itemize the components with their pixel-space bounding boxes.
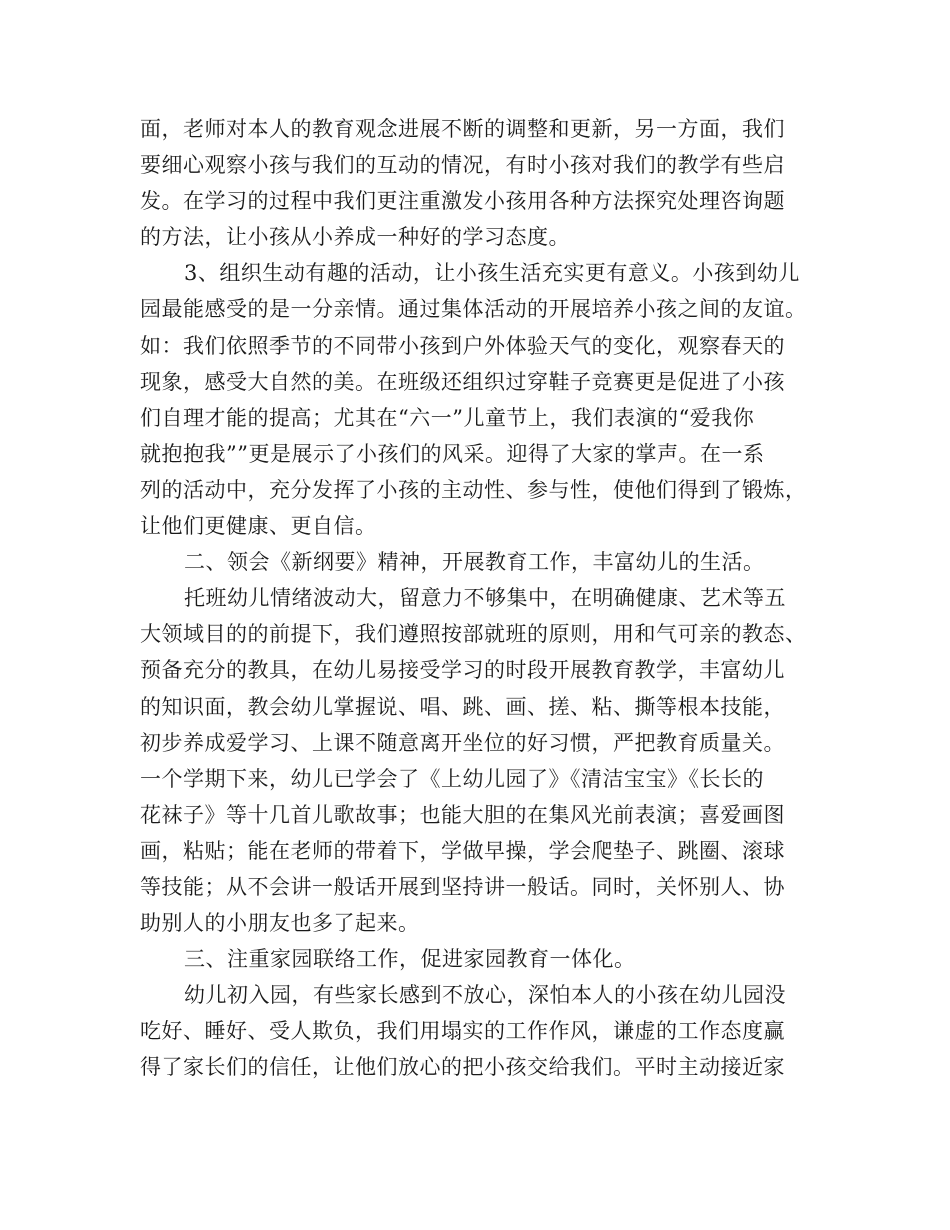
text-line: 的方法，让小孩从小养成一种好的学习态度。 — [140, 225, 570, 250]
section-heading: 二、领会《新纲要》精神，开展教育工作，丰富幼儿的生活。 — [184, 550, 765, 575]
text-line: 得了家长们的信任，让他们放心的把小孩交给我们。平时主动接近家 — [140, 1055, 785, 1080]
text-line: 发。在学习的过程中我们更注重激发小孩用各种方法探究处理咨询题 — [140, 189, 785, 214]
text-line: 现象，感受大自然的美。在班级还组织过穿鞋子竞赛更是促进了小孩 — [140, 369, 785, 394]
text-line: 如：我们依照季节的不同带小孩到户外体验天气的变化，观察春天的 — [140, 333, 785, 358]
document-body — [140, 111, 830, 1086]
text-line: 们自理才能的提高；尤其在“六一”儿童节上，我们表演的“爱我你 — [140, 405, 755, 430]
text-line: 要细心观察小孩与我们的互动的情况，有时小孩对我们的教学有些启 — [140, 153, 785, 178]
paragraph-start-line: 幼儿初入园，有些家长感到不放心，深怕本人的小孩在幼儿园没 — [184, 983, 786, 1008]
text-line: 吃好、睡好、受人欺负，我们用塌实的工作作风，谦虚的工作态度赢 — [140, 1019, 785, 1044]
text-line: 花袜子》等十几首儿歌故事；也能大胆的在集风光前表演；喜爱画图 — [140, 802, 785, 827]
text-line: 的知识面，教会幼儿掌握说、唱、跳、画、搓、粘、撕等根本技能， — [140, 694, 785, 719]
text-line: 园最能感受的是一分亲情。通过集体活动的开展培养小孩之间的友谊。 — [140, 297, 807, 322]
section-heading: 三、注重家园联络工作，促进家园教育一体化。 — [184, 947, 636, 972]
paragraph-start-line: 3、组织生动有趣的活动，让小孩生活充实更有意义。小孩到幼儿 — [184, 261, 800, 286]
text-line: 画，粘贴；能在老师的带着下，学做早操，学会爬垫子、跳圈、滚球 — [140, 838, 785, 863]
text-line: 等技能；从不会讲一般话开展到坚持讲一般话。同时，关怀别人、协 — [140, 874, 785, 899]
text-line: 初步养成爱学习、上课不随意离开坐位的好习惯，严把教育质量关。 — [140, 730, 785, 755]
paragraph-start-line: 托班幼儿情绪波动大，留意力不够集中，在明确健康、艺术等五 — [184, 586, 786, 611]
text-line: 预备充分的教具，在幼儿易接受学习的时段开展教育教学，丰富幼儿 — [140, 658, 785, 683]
text-line: 就抱抱我””更是展示了小孩们的风采。迎得了大家的掌声。在一系 — [140, 441, 765, 466]
text-line: 面，老师对本人的教育观念进展不断的调整和更新，另一方面，我们 — [140, 117, 785, 141]
text-line: 大领域目的的前提下，我们遵照按部就班的原则，用和气可亲的教态、 — [140, 622, 807, 647]
text-line: 列的活动中，充分发挥了小孩的主动性、参与性，使他们得到了锻炼， — [140, 477, 807, 502]
text-line: 一个学期下来，幼儿已学会了《上幼儿园了》《清洁宝宝》《长长的 — [140, 766, 764, 791]
text-line: 让他们更健康、更自信。 — [140, 514, 377, 539]
text-line: 助别人的小朋友也多了起来。 — [140, 911, 420, 936]
